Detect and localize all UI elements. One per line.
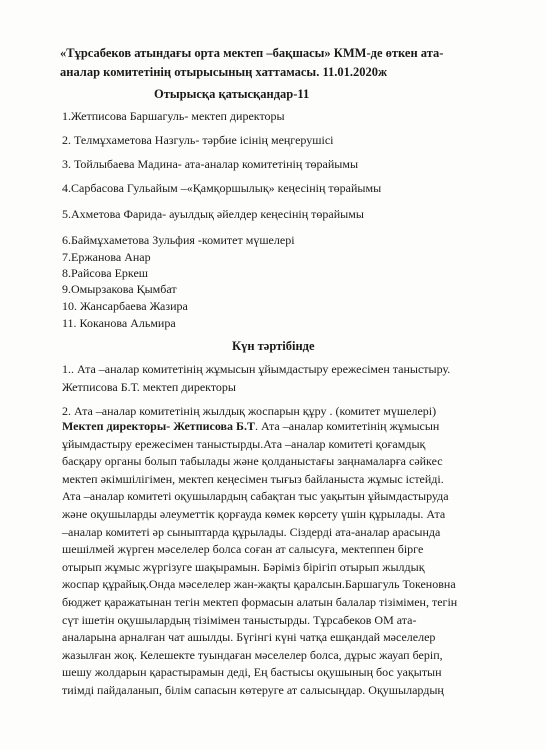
participant-item: 10. Жансарбаева Жазира xyxy=(62,299,188,313)
participant-item: 2. Телмұхаметова Назгуль- тәрбие ісінің меңгерушісі xyxy=(62,133,334,147)
document-title-line-2: аналар комитетінің отырысының хаттамасы. 11.01.2020ж xyxy=(60,65,388,79)
speech-line: жазылған жоқ. Келешекте туындаған мәселелер болса, дұрыс жауап беріп, xyxy=(62,647,443,662)
participant-item: 4.Сарбасова Гульайым –«Қамқоршылық» кеңесінің төрайымы xyxy=(62,181,382,195)
participant-item: 9.Омырзакова Қымбат xyxy=(62,282,177,296)
speech-line: ұйымдастыру ережесімен таныстырды.Ата –аналар комитеті қоғамдық xyxy=(62,436,426,451)
participant-item: 1.Жетписова Баршагуль- мектеп директоры xyxy=(62,109,285,123)
participant-item: 7.Ержанова Анар xyxy=(62,250,151,264)
agenda-item-1-line-2: Жетписова Б.Т. мектеп директоры xyxy=(62,379,236,394)
agenda-item-1 xyxy=(62,361,532,396)
participants-heading: Отырысқа қатысқандар-11 xyxy=(154,87,310,101)
agenda-heading: Күн тәртібінде xyxy=(232,339,315,353)
speech-line: жоспар құрайық.Онда мәселелер жан-жақты қаралсын.Баршагуль Токеновна xyxy=(62,577,456,592)
speech-line: шешілмей жүрген мәселелер болса соған ат салысуға, мектеппен бірге xyxy=(62,542,424,557)
speech-line: тиімді пайдаланып, білім сапасын көтеруге ат салысыңдар. Оқушылардың xyxy=(62,682,444,697)
document-title-line-1: «Тұрсабеков атындағы орта мектеп –бақшасы» КММ-де өткен ата- xyxy=(60,46,444,60)
participant-item: 8.Райсова Еркеш xyxy=(62,266,149,280)
speech-line: бюджет қаражатынан тегін мектеп формасын алатын балалар тізімімен, тегін xyxy=(62,594,458,609)
agenda-item-2: 2. Ата –аналар комитетінің жылдық жоспарын құру . (комитет мүшелері) xyxy=(62,404,437,418)
speech-line: –аналар комитеті әр сыныптарда құрылады. Сіздерді ата-аналар арасында xyxy=(62,524,441,539)
speech-first-line-text: . Ата –аналар комитетінің жұмысын xyxy=(254,419,440,433)
speech-line: сүт ішетін оқушылардың тізімімен таныстырды. Тұрсабеков ОМ ата- xyxy=(62,612,417,627)
speech-line: отырып жұмыс жүргізуге шақырамын. Бәріміз бірігіп отырып жылдық xyxy=(62,559,425,574)
document-title xyxy=(60,44,520,82)
speech-line: мектеп әкімшілігімен, мектеп кеңесімен тығыз байланыста жұмыс істейді. xyxy=(62,471,444,486)
participant-item: 11. Коканова Альмира xyxy=(62,316,176,330)
speech-line: аналарына арналған чат ашылды. Бүгінгі күні чатқа ешқандай мәселелер xyxy=(62,630,436,645)
agenda-item-1-line-1: 1.. Ата –аналар комитетінің жұмысын ұйымдастыру ережесімен таныстыру. xyxy=(62,362,451,376)
participant-item: 3. Тойлыбаева Мадина- ата-аналар комитетінің төрайымы xyxy=(62,157,359,171)
speech-line: шешу жолдарын қарастырамын деді, Ең бастысы оқушының бос уақытын xyxy=(62,665,442,680)
participant-item: 5.Ахметова Фарида- ауылдық әйелдер кеңесінің төрайымы xyxy=(62,207,364,221)
speech-line: Ата –аналар комитеті оқушылардың сабақтан тыс уақытын ұйымдастыруда xyxy=(62,489,449,504)
speaker-name: Мектеп директоры- Жетписова Б.Т xyxy=(62,419,255,433)
speech-paragraph xyxy=(62,418,532,700)
speech-line: басқару органы болып табылады және қолданыстағы заңнамаларға сәйкес xyxy=(62,454,443,469)
speech-line: және оқушыларды әлеуметтік қорғауда көмек көрсету үшін құрылады. Ата xyxy=(62,506,446,521)
participant-item: 6.Баймұхаметова Зульфия -комитет мүшелері xyxy=(62,233,295,247)
speech-first-line xyxy=(62,418,532,436)
